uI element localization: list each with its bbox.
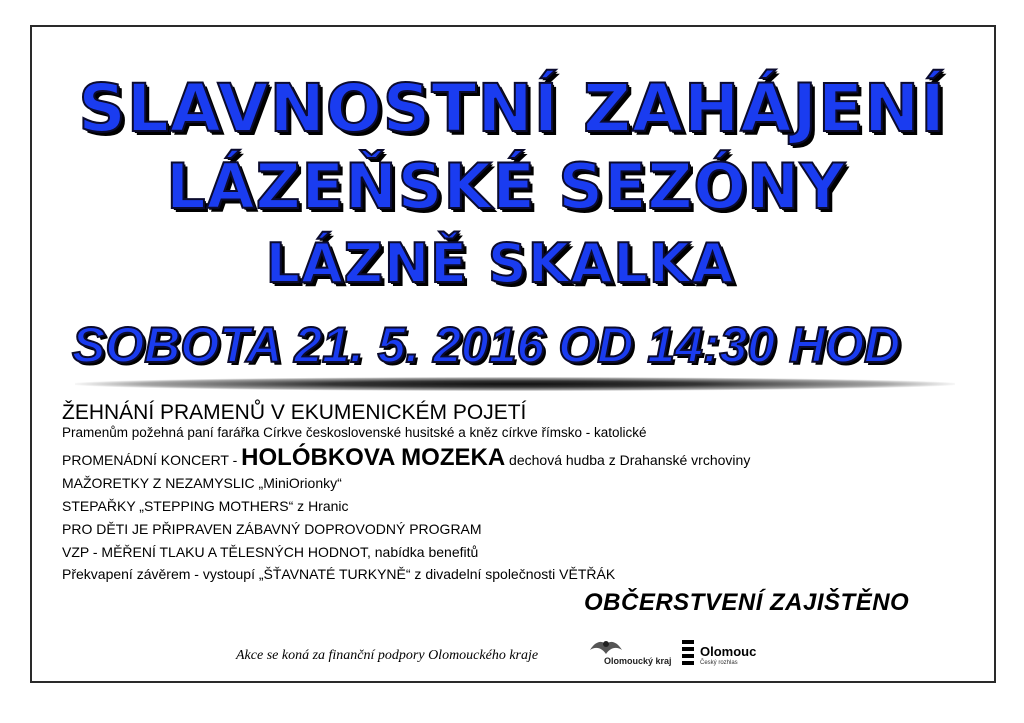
section-title: ŽEHNÁNÍ PRAMENŮ V EKUMENICKÉM POJETÍ [62,401,527,424]
divider-shadow [75,377,955,391]
section-subtitle: Pramenům požehná paní farářka Církve československé husitské a kněz církve římsko - katolické [62,425,647,440]
title-line-1: SLAVNOSTNÍ ZAHÁJENÍ [78,70,946,147]
kraj-logo-text: Olomoucký kraj [604,656,672,666]
concert-suffix: dechová hudba z Drahanské vrchoviny [505,452,751,468]
concert-prefix: PROMENÁDNÍ KONCERT - [62,452,242,468]
olomoucky-kraj-logo [586,636,676,672]
program-surprise: Překvapení závěrem - vystoupí „ŠŤAVNATÉ TURKYNĚ“ z divadelní společnosti VĚTŘÁK [62,566,616,582]
rozhlas-logo-icon [680,638,696,668]
refreshments-note: OBČERSTVENÍ ZAJIŠTĚNO [584,589,910,616]
title-line-3: LÁZNĚ SKALKA [265,232,735,295]
title-line-2: LÁZEŇSKÉ SEZÓNY [166,150,846,223]
cesky-rozhlas-logo [680,638,760,674]
footer-note: Akce se koná za finanční podpory Olomouckého kraje [236,648,539,663]
event-date: SOBOTA 21. 5. 2016 OD 14:30 HOD [72,317,901,373]
concert-band: HOLÓBKOVA MOZEKA [241,444,506,471]
program-concert [62,444,750,472]
program-kids: PRO DĚTI JE PŘIPRAVEN ZÁBAVNÝ DOPROVODNÝ PROGRAM [62,521,482,537]
rozhlas-logo-text: Olomouc [700,644,757,659]
program-majorettes: MAŽORETKY Z NEZAMYSLIC „MiniOrionky“ [62,475,342,491]
rozhlas-logo-subtext: Český rozhlas [700,660,738,666]
program-vzp: VZP - MĚŘENÍ TLAKU A TĚLESNÝCH HODNOT, nabídka benefitů [62,544,479,560]
program-steppers: STEPAŘKY „STEPPING MOTHERS“ z Hranic [62,498,349,514]
